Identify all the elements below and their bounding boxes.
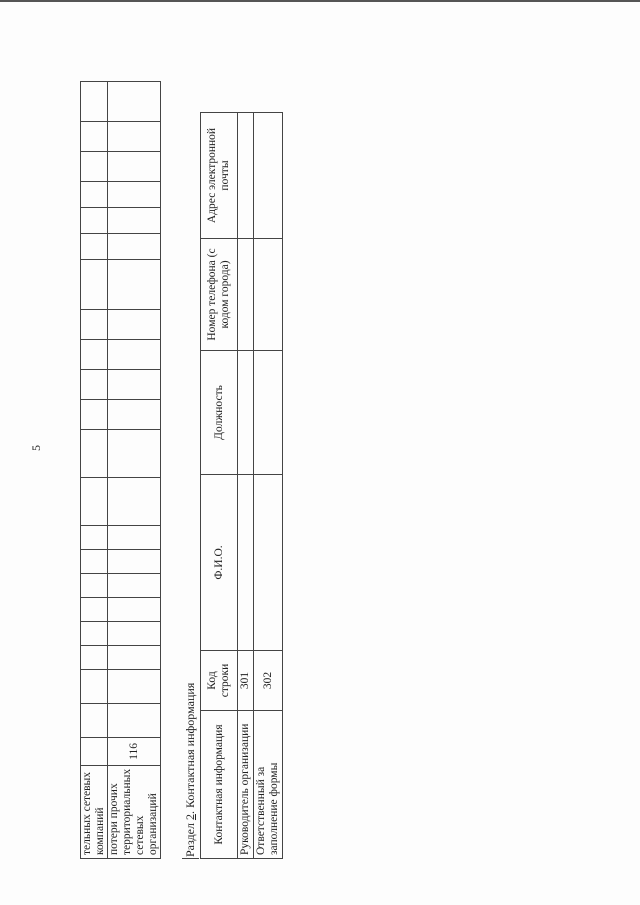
row-label: тельных сетевых компаний xyxy=(81,765,108,858)
table-row xyxy=(81,81,108,858)
row-label: Ответственный за заполнение формы xyxy=(254,711,283,859)
row-code xyxy=(81,737,108,765)
header-cell: Код строки xyxy=(201,651,238,711)
header-cell: Контактная информация xyxy=(201,711,238,859)
header-cell: Адрес электронной почты xyxy=(201,113,238,239)
caption-bar xyxy=(182,858,199,859)
caption-number: 2 xyxy=(183,814,197,821)
section-caption xyxy=(183,683,198,857)
caption-suffix: . Контактная информация xyxy=(183,682,197,815)
row-label: потери прочих территориальных сетевых организаций xyxy=(108,765,161,858)
row-label: Руководитель организации xyxy=(238,711,254,859)
row-code: 302 xyxy=(254,651,283,711)
caption-prefix: Раздел xyxy=(183,820,197,857)
page-number: 5 xyxy=(29,445,43,451)
row-code: 301 xyxy=(238,651,254,711)
row-code: 116 xyxy=(108,737,161,765)
header-cell: Номер телефона (с кодом города) xyxy=(201,239,238,351)
losses-table xyxy=(80,81,161,859)
header-cell: Должность xyxy=(201,351,238,475)
table-row xyxy=(108,81,161,858)
contact-table xyxy=(200,112,283,859)
table-row xyxy=(238,113,254,859)
header-cell: Ф.И.О. xyxy=(201,475,238,651)
table-header-row xyxy=(201,113,238,859)
table-row xyxy=(254,113,283,859)
